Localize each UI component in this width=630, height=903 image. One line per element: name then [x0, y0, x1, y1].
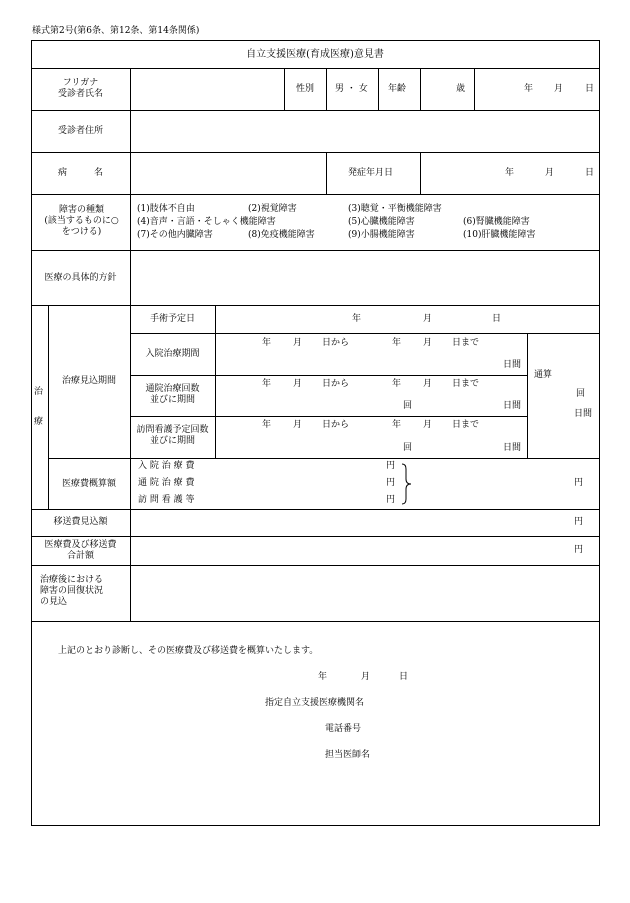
disability-type-label: 障害の種類 (該当するものに○ をつける)	[44, 205, 119, 237]
rule	[31, 68, 600, 69]
disability-option[interactable]: (1)肢体不自由	[137, 204, 195, 214]
rule	[215, 305, 216, 458]
inpatient-end-month: 月	[423, 338, 433, 348]
signature-year-unit: 年	[318, 672, 328, 682]
total-days-unit: 日間	[574, 409, 593, 419]
surgery-date-label: 手術予定日	[149, 314, 195, 324]
inpatient-start-month: 月	[293, 338, 303, 348]
form-number: 様式第2号(第6条、第12条、第14条関係)	[32, 26, 200, 36]
total-times-unit: 回	[576, 389, 586, 399]
declaration-text: 上記のとおり診断し、その医療費及び移送費を概算いたします。	[58, 646, 319, 656]
total-label: 通算	[534, 370, 553, 380]
rule	[31, 250, 600, 251]
opinion-form	[31, 40, 600, 826]
birth-day-unit: 日	[585, 84, 595, 94]
transport-cost-label: 移送費見込額	[53, 517, 108, 527]
cost-item-homevisit: 訪 問 看 護 等	[138, 495, 195, 505]
disability-option[interactable]: (6)腎臓機能障害	[463, 217, 530, 227]
cost-yen-unit: 円	[386, 495, 396, 505]
total-cost-label: 医療費及び移送費 合計額	[44, 540, 117, 561]
address-label: 受診者住所	[57, 126, 103, 136]
signature-month-unit: 月	[361, 672, 371, 682]
cost-estimate-label: 医療費概算額	[61, 479, 116, 489]
rule	[130, 416, 527, 417]
sex-options[interactable]: 男 ・ 女	[335, 84, 368, 94]
rule	[420, 68, 421, 110]
inpatient-period-label: 入院治療期間	[145, 349, 200, 359]
rule	[31, 621, 600, 622]
rule	[326, 68, 327, 110]
homevisit-label: 訪問看護予定回数 並びに期間	[136, 425, 209, 446]
homevisit-until: 日まで	[452, 420, 480, 430]
onset-date-label: 発症年月日	[348, 168, 394, 178]
inpatient-end-year: 年	[392, 338, 402, 348]
outpatient-times-unit: 回	[403, 401, 413, 411]
age-unit: 歳	[456, 84, 466, 94]
furigana-name-label: フリガナ 受診者氏名	[57, 78, 103, 99]
rule	[130, 375, 527, 376]
homevisit-from: 日から	[322, 420, 350, 430]
curly-brace-icon	[400, 462, 414, 506]
rule	[31, 565, 600, 566]
cost-item-outpatient: 通 院 治 療 費	[138, 478, 195, 488]
outpatient-label: 通院治療回数 並びに期間	[145, 384, 200, 405]
treatment-policy-label: 医療の具体的方針	[44, 273, 117, 283]
total-cost-yen-unit: 円	[574, 545, 584, 555]
homevisit-end-month: 月	[423, 420, 433, 430]
disease-name-label: 病 名	[57, 168, 103, 178]
birth-year-unit: 年	[524, 84, 534, 94]
disability-option[interactable]: (7)その他内臓障害	[137, 230, 213, 240]
rule	[31, 152, 600, 153]
outpatient-start-month: 月	[293, 379, 303, 389]
outpatient-days-unit: 日間	[503, 401, 522, 411]
period-label: 治療見込期間	[61, 376, 116, 386]
doctor-label: 担当医師名	[325, 750, 371, 760]
rule	[420, 152, 421, 194]
inpatient-until: 日まで	[452, 338, 480, 348]
sex-label: 性別	[296, 84, 315, 94]
rule	[31, 509, 600, 510]
disability-option[interactable]: (9)小腸機能障害	[348, 230, 415, 240]
rule	[378, 68, 379, 110]
institution-label: 指定自立支援医療機関名	[265, 698, 365, 708]
rule	[48, 305, 49, 509]
treatment-side-label-1: 治	[34, 387, 44, 397]
homevisit-end-year: 年	[392, 420, 402, 430]
cost-yen-unit: 円	[386, 461, 396, 471]
surgery-day-unit: 日	[492, 314, 502, 324]
rule	[31, 305, 600, 306]
rule	[130, 68, 131, 250]
rule	[31, 536, 600, 537]
disability-option[interactable]: (8)免疫機能障害	[248, 230, 315, 240]
outpatient-start-year: 年	[262, 379, 272, 389]
outpatient-end-month: 月	[423, 379, 433, 389]
onset-day-unit: 日	[585, 168, 595, 178]
homevisit-days-unit: 日間	[503, 443, 522, 453]
inpatient-from: 日から	[322, 338, 350, 348]
phone-label: 電話番号	[325, 724, 362, 734]
outpatient-until: 日まで	[452, 379, 480, 389]
inpatient-start-year: 年	[262, 338, 272, 348]
onset-month-unit: 月	[545, 168, 555, 178]
rule	[326, 152, 327, 194]
surgery-year-unit: 年	[352, 314, 362, 324]
signature-day-unit: 日	[399, 672, 409, 682]
rule	[284, 68, 285, 110]
onset-year-unit: 年	[505, 168, 515, 178]
rule	[31, 110, 600, 111]
transport-yen-unit: 円	[574, 517, 584, 527]
outpatient-from: 日から	[322, 379, 350, 389]
cost-yen-unit: 円	[386, 478, 396, 488]
homevisit-times-unit: 回	[403, 443, 413, 453]
rule	[130, 333, 600, 334]
rule	[527, 333, 528, 458]
recovery-outlook-label: 治療後における 障害の回復状況 の見込	[40, 575, 104, 607]
age-label: 年齢	[388, 84, 407, 94]
homevisit-start-month: 月	[293, 420, 303, 430]
homevisit-start-year: 年	[262, 420, 272, 430]
disability-option[interactable]: (5)心臓機能障害	[348, 217, 415, 227]
form-title: 自立支援医療(育成医療)意見書	[246, 49, 384, 60]
rule	[474, 68, 475, 110]
disability-option[interactable]: (4)音声・言語・そしゃく機能障害	[137, 217, 276, 227]
birth-month-unit: 月	[554, 84, 564, 94]
inpatient-days-unit: 日間	[503, 360, 522, 370]
treatment-side-label-2: 療	[34, 417, 44, 427]
surgery-month-unit: 月	[423, 314, 433, 324]
cost-total-yen-unit: 円	[574, 478, 584, 488]
disability-option[interactable]: (2)視覚障害	[248, 204, 297, 214]
disability-option[interactable]: (10)肝臓機能障害	[463, 230, 536, 240]
disability-option[interactable]: (3)聴覚・平衡機能障害	[348, 204, 442, 214]
outpatient-end-year: 年	[392, 379, 402, 389]
rule	[31, 194, 600, 195]
cost-item-inpatient: 入 院 治 療 費	[138, 461, 195, 471]
